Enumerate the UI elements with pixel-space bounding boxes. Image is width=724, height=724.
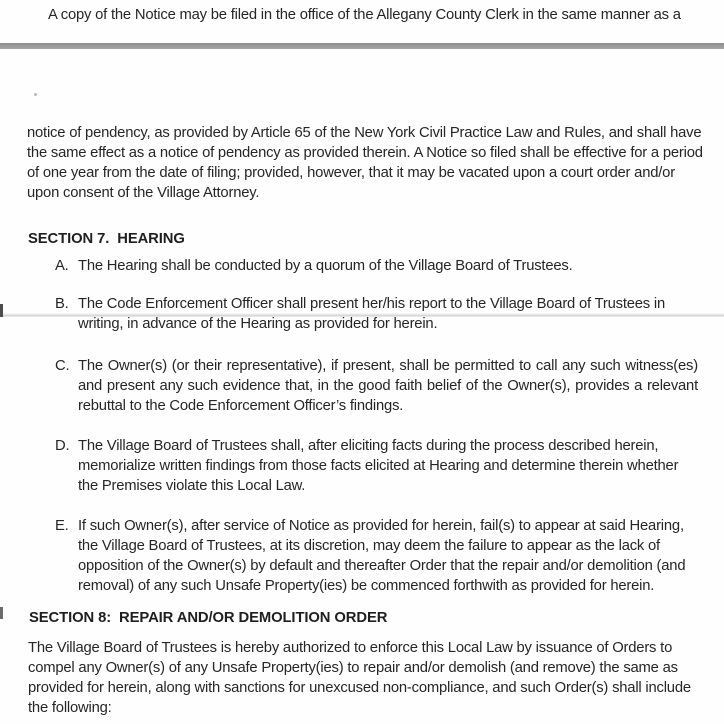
list-item-d — [55, 436, 698, 496]
scan-stitch-bar — [0, 43, 724, 49]
list-item-e — [55, 516, 698, 596]
section-8-heading: SECTION 8: REPAIR AND/OR DEMOLITION ORDER — [29, 610, 388, 626]
list-item-c-text: The Owner(s) (or their representative), if present, shall be permitted to call any such witness(es) and present any such evidence that, in the good faith belief of the Owner(s), provides a relevant rebuttal to the Code Enforcement Officer’s findings. — [78, 358, 698, 414]
scan-speck — [34, 93, 37, 96]
scan-edge-mark-2 — [0, 607, 3, 619]
list-item-a-text: The Hearing shall be conducted by a quorum of the Village Board of Trustees. — [78, 258, 573, 274]
list-item-c-label: C. — [55, 358, 70, 374]
list-item-b-text: The Code Enforcement Officer shall present her/his report to the Village Board of Trustees in writing, in advance of the Hearing as provided for herein. — [78, 296, 666, 332]
list-item-b-label: B. — [55, 296, 69, 312]
scan-edge-mark — [0, 304, 3, 317]
list-item-d-label: D. — [55, 438, 70, 454]
list-item-c — [55, 356, 698, 416]
section-7-heading: SECTION 7. HEARING — [28, 231, 185, 247]
section-8-paragraph: The Village Board of Trustees is hereby authorized to enforce this Local Law by issuance of Orders to compel any Owner(s) of any Unsafe Property(ies) to repair and/or demolish (and remove) the same as provided for herein, along with sanctions for unexcused non-compliance, and such Order(s) shall include the following: — [28, 640, 691, 716]
list-item-a-label: A. — [55, 258, 69, 274]
list-item-d-text: The Village Board of Trustees shall, after eliciting facts during the process described herein, memorialize written findings from those facts elicited at Hearing and determine therein whether the Premises violate this Local Law. — [78, 438, 679, 494]
list-item-e-text: If such Owner(s), after service of Notice as provided for herein, fail(s) to appear at said Hearing, the Village Board of Trustees, at its discretion, may deem the failure to appear as the lack of opposition of the Owner(s) by default and thereafter Order that the repair and/or demolition (and removal) of any such Unsafe Property(ies) be commenced forthwith as provided for herein. — [78, 518, 686, 594]
previous-paragraph-fragment: A copy of the Notice may be filed in the office of the Allegany County Clerk in the same manner as a — [48, 7, 681, 23]
list-item-e-label: E. — [55, 518, 69, 534]
list-item-b — [55, 294, 698, 334]
list-item-a — [55, 256, 698, 276]
notice-of-pendency-paragraph: notice of pendency, as provided by Article 65 of the New York Civil Practice Law and Rules, and shall have the same effect as a notice of pendency as provided therein. A Notice so filed shall be effective for a period of one year from the date of filing; provided, however, that it may be vacated upon a court order and/or upon consent of the Village Attorney. — [27, 125, 703, 201]
